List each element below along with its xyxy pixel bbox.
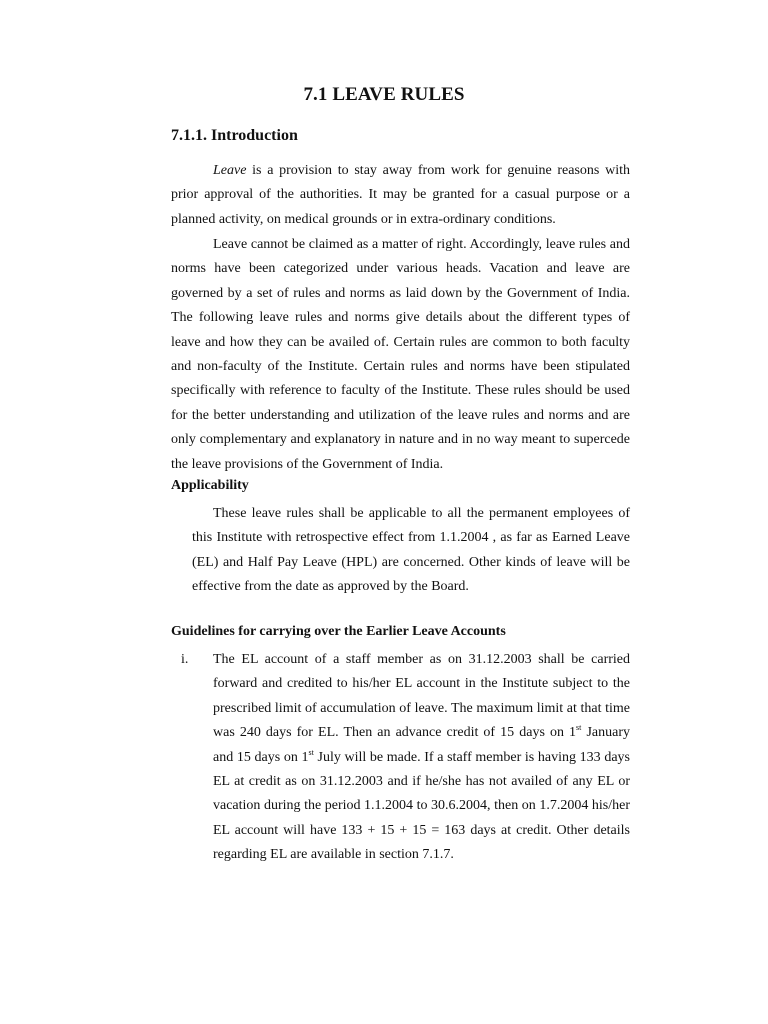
intro-paragraph-1 (171, 159, 630, 232)
intro-lead-word: Leave (213, 163, 247, 178)
ordinal-suffix: st (576, 723, 582, 733)
list-item-text (213, 648, 630, 868)
ordinal-suffix: st (308, 747, 314, 757)
list-item (171, 648, 630, 868)
guidelines-list (171, 648, 630, 868)
list-item-text-part-1: The EL account of a staff member as on 31.12.2003 shall be carried forward and credited to his/her EL account in the Institute subject to the prescribed limit of accumulation of leave. The maximum limit at that time was 240 days for EL. Then an advance credit of 15 days on 1 (213, 652, 630, 741)
applicability-paragraph: These leave rules shall be applicable to all the permanent employees of this Institute with retrospective effect from 1.1.2004 , as far as Earned Leave (EL) and Half Pay Leave (HPL) are concerned. Other kinds of leave will be effective from the date as approved by the Board. (192, 506, 630, 595)
page-title: 7.1 LEAVE RULES (303, 84, 465, 105)
list-item-marker: i. (181, 652, 189, 667)
list-item-text-part-3: July will be made. If a staff member is having 133 days EL at credit as on 31.12.2003 and if he/she has not availed of any EL or vacation during the period 1.1.2004 to 30.6.2004, then on 1.7.2004 his/her EL account will have 133 + 15 + 15 = 163 days at credit. Other details regarding EL are available in section 7.1.7. (213, 749, 630, 863)
intro-paragraph-1-text: is a provision to stay away from work for genuine reasons with prior approval of the authorities. It may be granted for a casual purpose or a planned activity, on medical grounds or in extra-ordinary conditions. (171, 163, 630, 227)
guidelines-heading: Guidelines for carrying over the Earlier Leave Accounts (171, 624, 506, 639)
list-item-text-part-2: January and 15 days on 1 (213, 725, 630, 765)
applicability-heading: Applicability (171, 478, 249, 493)
section-heading-introduction: 7.1.1. Introduction (171, 127, 298, 144)
intro-paragraph-2: Leave cannot be claimed as a matter of right. Accordingly, leave rules and norms have been categorized under various heads. Vacation and leave are governed by a set of rules and norms as laid down by the Government of India. The following leave rules and norms give details about the different types of leave and how they can be availed of. Certain rules are common to both faculty and non-faculty of the Institute. Certain rules and norms have been stipulated specifically with reference to faculty of the Institute. These rules should be used for the better understanding and utilization of the leave rules and norms and are only complementary and explanatory in nature and in no way meant to supercede the leave provisions of the Government of India. (171, 237, 630, 472)
